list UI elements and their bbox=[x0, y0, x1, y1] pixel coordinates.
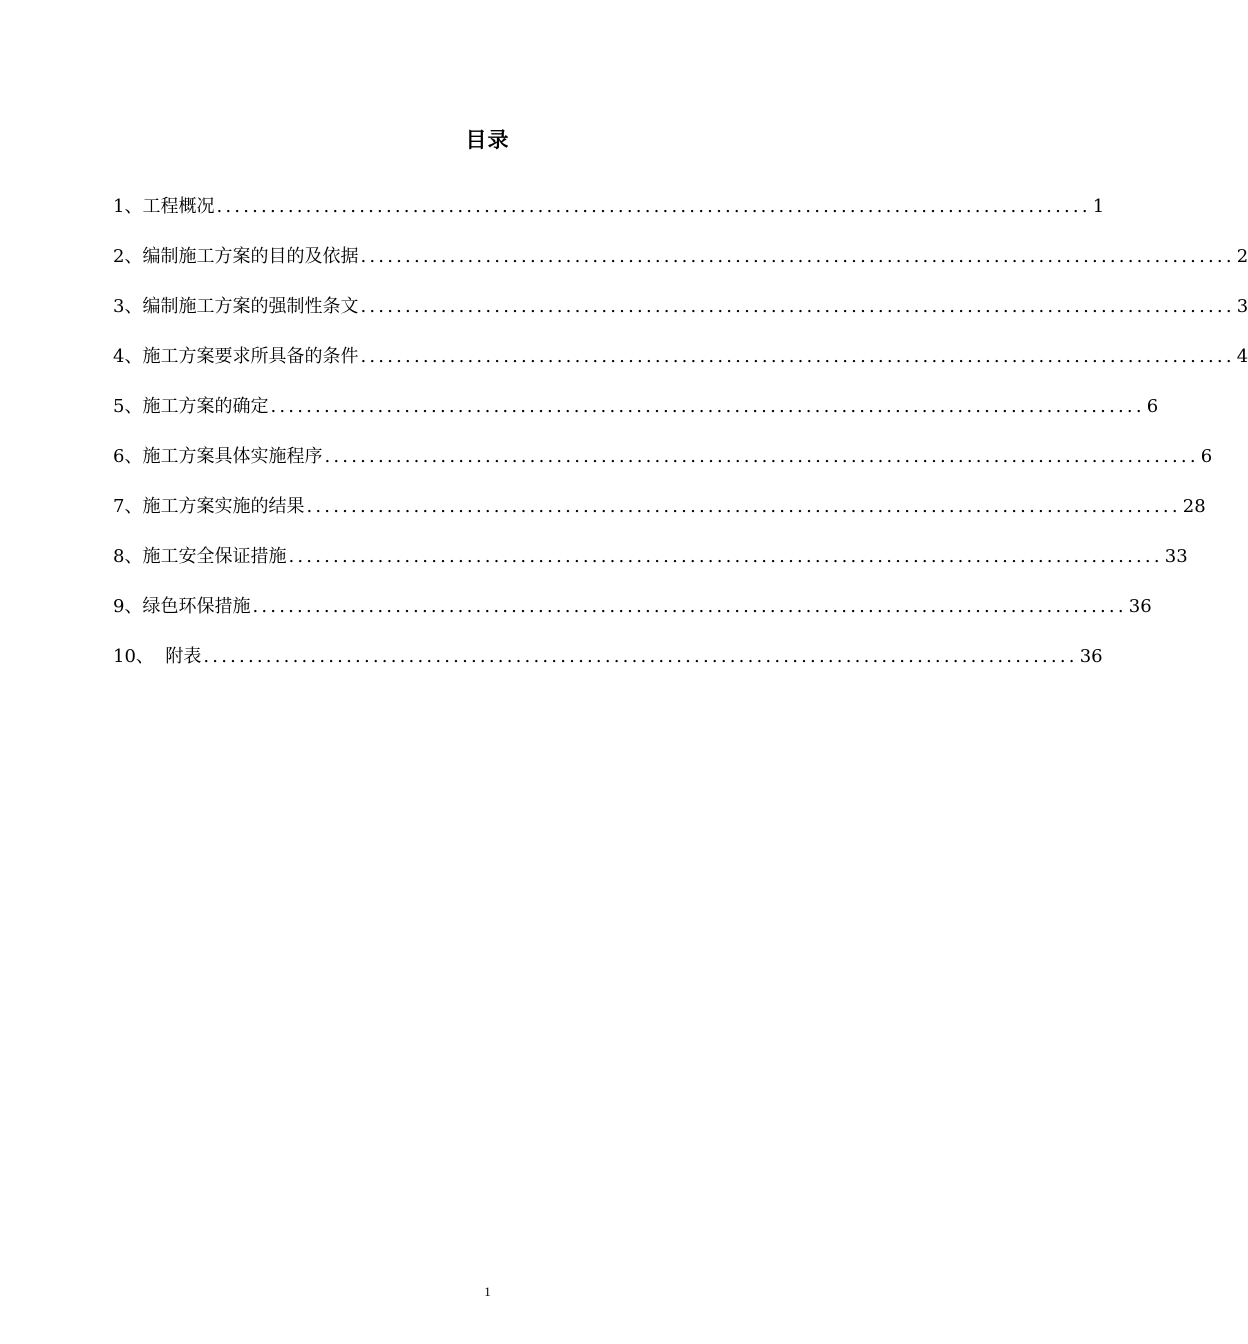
toc-entry-label: 7、施工方案实施的结果 bbox=[113, 496, 305, 517]
page-number: 1 bbox=[484, 1284, 491, 1299]
toc-entry[interactable] bbox=[113, 343, 1248, 393]
toc-leader-dots: .................................................................................................. bbox=[360, 296, 1235, 317]
toc-entry[interactable] bbox=[113, 593, 1152, 643]
toc-entry-page: 36 bbox=[1079, 646, 1103, 667]
toc-entry-page: 33 bbox=[1164, 546, 1188, 567]
toc-leader-dots: .................................................................................................. bbox=[360, 346, 1235, 367]
toc-entry-label: 5、施工方案的确定 bbox=[113, 396, 269, 417]
toc-entry[interactable] bbox=[113, 493, 1206, 543]
toc-entry[interactable] bbox=[113, 393, 1159, 443]
toc-entry-label: 4、施工方案要求所具备的条件 bbox=[113, 346, 359, 367]
toc-entry[interactable] bbox=[113, 293, 1248, 343]
toc-leader-dots: .................................................................................................. bbox=[270, 396, 1145, 417]
toc-entry-label: 10、 附表 bbox=[113, 646, 202, 667]
toc-entry[interactable] bbox=[113, 643, 1103, 693]
toc-entry-page: 1 bbox=[1092, 196, 1105, 217]
toc-entry[interactable] bbox=[113, 193, 1105, 243]
toc-entry-page: 36 bbox=[1128, 596, 1152, 617]
toc-entry-page: 6 bbox=[1200, 446, 1213, 467]
toc-entry-label: 8、施工安全保证措施 bbox=[113, 546, 287, 567]
toc-entry-label: 9、绿色环保措施 bbox=[113, 596, 251, 617]
toc-leader-dots: .................................................................................................. bbox=[324, 446, 1199, 467]
toc-entry-label: 6、施工方案具体实施程序 bbox=[113, 446, 323, 467]
toc-entry-label: 3、编制施工方案的强制性条文 bbox=[113, 296, 359, 317]
toc-entry-page: 2 bbox=[1236, 246, 1248, 267]
toc-entry-page: 28 bbox=[1182, 496, 1206, 517]
toc-leader-dots: .................................................................................................. bbox=[252, 596, 1127, 617]
toc-title: 目录 bbox=[465, 128, 510, 152]
toc-entry[interactable] bbox=[113, 543, 1188, 593]
toc-leader-dots: .................................................................................................. bbox=[216, 196, 1091, 217]
toc-leader-dots: .................................................................................................. bbox=[203, 646, 1078, 667]
toc-leader-dots: .................................................................................................. bbox=[306, 496, 1181, 517]
toc-entry[interactable] bbox=[113, 243, 1248, 293]
toc-entry-label: 2、编制施工方案的目的及依据 bbox=[113, 246, 359, 267]
toc-entry[interactable] bbox=[113, 443, 1213, 493]
toc-entry-page: 6 bbox=[1146, 396, 1159, 417]
toc-leader-dots: .................................................................................................. bbox=[288, 546, 1163, 567]
toc-leader-dots: .................................................................................................. bbox=[360, 246, 1235, 267]
toc-list bbox=[113, 193, 1248, 693]
toc-entry-page: 4 bbox=[1236, 346, 1248, 367]
toc-entry-page: 3 bbox=[1236, 296, 1248, 317]
toc-entry-label: 1、工程概况 bbox=[113, 196, 215, 217]
